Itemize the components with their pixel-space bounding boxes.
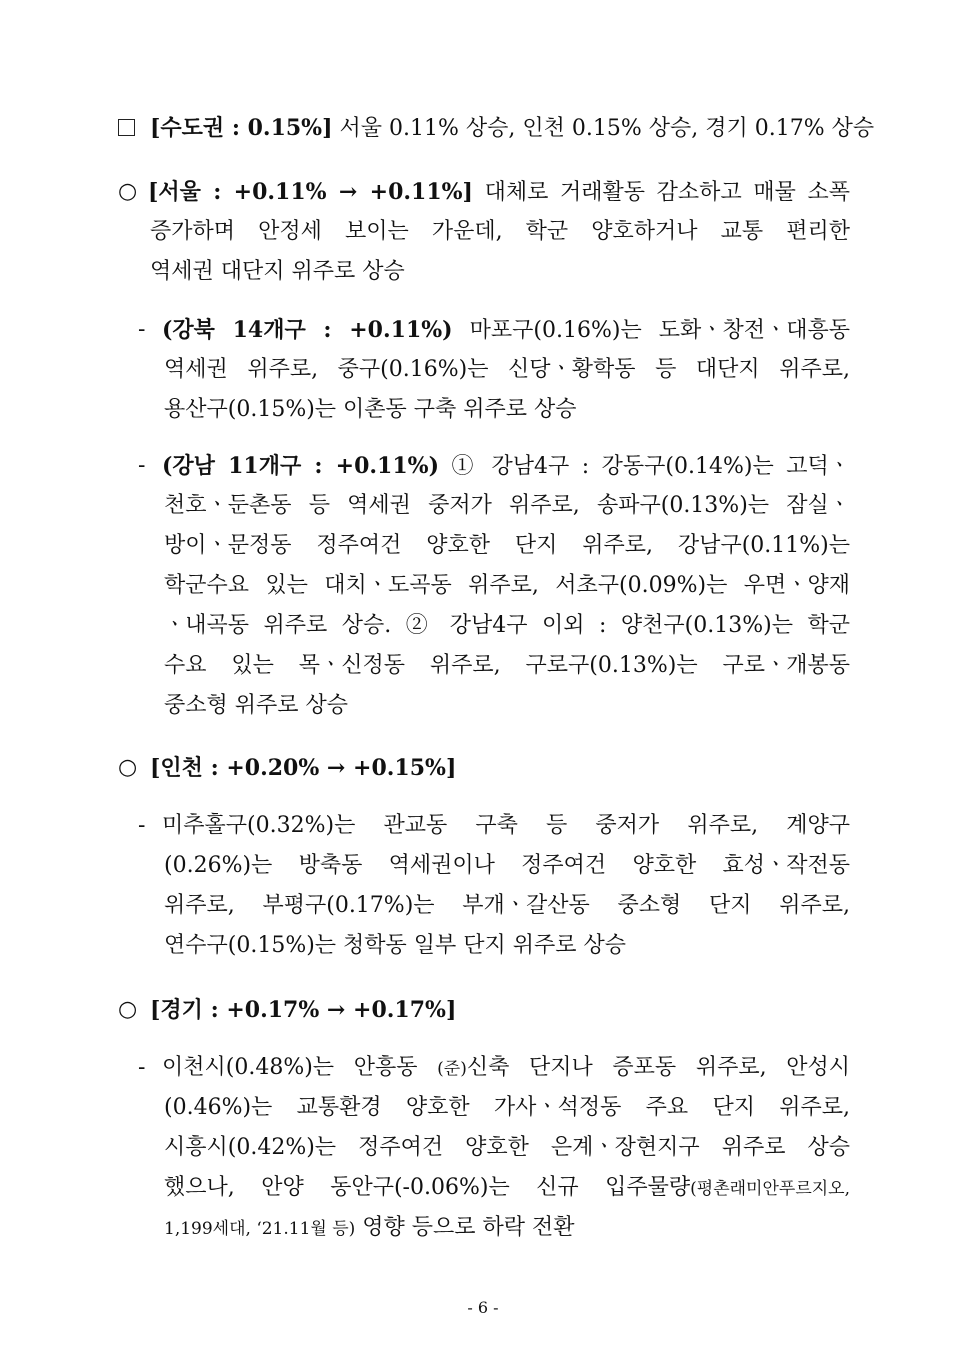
gyeonggi-line-4: 했으나, 안양 동안구(-0.06%)는 신규 입주물량(평촌래미안푸르지오, [164, 1175, 850, 1200]
summary-label: [수도권 : 0.15%] [150, 115, 333, 141]
gyeonggi-line-2: (0.46%)는 교통환경 양호한 가사ㆍ석정동 주요 단지 위주로, [164, 1095, 850, 1120]
circle-bullet-icon: ○ [118, 755, 138, 780]
circle-bullet-icon: ○ [118, 179, 138, 204]
dash-bullet: - [138, 1055, 146, 1080]
gangnam-line-5: ㆍ내곡동 위주로 상승. ② 강남4구 이외 : 양천구(0.13%)는 학군 [164, 613, 850, 638]
incheon-header: [인천 : +0.20% → +0.15%] [150, 755, 457, 781]
gyeonggi-header: [경기 : +0.17% → +0.17%] [150, 997, 457, 1023]
gangnam-line-2: 천호ㆍ둔촌동 등 역세권 중저가 위주로, 송파구(0.13%)는 잠실ㆍ [164, 493, 850, 518]
seoul-header: [서울 : +0.11% → +0.11%] [148, 179, 473, 205]
dash-bullet: - [138, 813, 146, 838]
gangbuk-line-1: (강북 14개구 : +0.11%) 마포구(0.16%)는 도화ㆍ창전ㆍ대흥동 [162, 317, 851, 343]
gyeonggi-line-3: 시흥시(0.42%)는 정주여건 양호한 은계ㆍ장현지구 위주로 상승 [164, 1135, 850, 1160]
seoul-line-3: 역세권 대단지 위주로 상승 [150, 259, 405, 284]
gangnam-line-7: 중소형 위주로 상승 [164, 693, 349, 718]
incheon-line-1: 미추홀구(0.32%)는 관교동 구축 등 중저가 위주로, 계양구 [162, 813, 850, 838]
seoul-line-1: [서울 : +0.11% → +0.11%] 대체로 거래활동 감소하고 매물 소폭 [148, 179, 850, 205]
gangbuk-label: (강북 14개구 : +0.11%) [162, 317, 453, 343]
summary-line [150, 108, 875, 149]
gangnam-label: (강남 11개구 : +0.11%) [162, 453, 439, 479]
checkbox-square-icon [118, 119, 135, 136]
seoul-line-2: 증가하며 안정세 보이는 가운데, 학군 양호하거나 교통 편리한 [150, 219, 850, 244]
gyeonggi-line-5: 1,199세대, ‘21.11월 등) 영향 등으로 하락 전환 [164, 1215, 575, 1240]
incheon-line-3: 위주로, 부평구(0.17%)는 부개ㆍ갈산동 중소형 단지 위주로, [164, 893, 850, 918]
dash-bullet: - [138, 453, 146, 478]
gangnam-line-1: (강남 11개구 : +0.11%) ① 강남4구 : 강동구(0.14%)는 고덕ㆍ [162, 453, 850, 479]
circle-bullet-icon: ○ [118, 997, 138, 1022]
gyeonggi-line-1: 이천시(0.48%)는 안흥동 (준)신축 단지나 증포동 위주로, 안성시 [162, 1055, 851, 1080]
gangnam-line-3: 방이ㆍ문정동 정주여건 양호한 단지 위주로, 강남구(0.11%)는 [164, 533, 850, 558]
page-number: - 6 - [467, 1298, 499, 1317]
dash-bullet: - [138, 317, 146, 342]
gangnam-line-6: 수요 있는 목ㆍ신정동 위주로, 구로구(0.13%)는 구로ㆍ개봉동 [164, 653, 850, 678]
summary-text: 서울 0.11% 상승, 인천 0.15% 상승, 경기 0.17% 상승 [339, 116, 875, 141]
gangnam-line-4: 학군수요 있는 대치ㆍ도곡동 위주로, 서초구(0.09%)는 우면ㆍ양재 [164, 573, 850, 598]
gangbuk-line-3: 용산구(0.15%)는 이촌동 구축 위주로 상승 [164, 397, 577, 422]
incheon-line-2: (0.26%)는 방축동 역세권이나 정주여건 양호한 효성ㆍ작전동 [164, 853, 850, 878]
incheon-line-4: 연수구(0.15%)는 청학동 일부 단지 위주로 상승 [164, 933, 627, 958]
gangbuk-line-2: 역세권 위주로, 중구(0.16%)는 신당ㆍ황학동 등 대단지 위주로, [164, 357, 850, 382]
